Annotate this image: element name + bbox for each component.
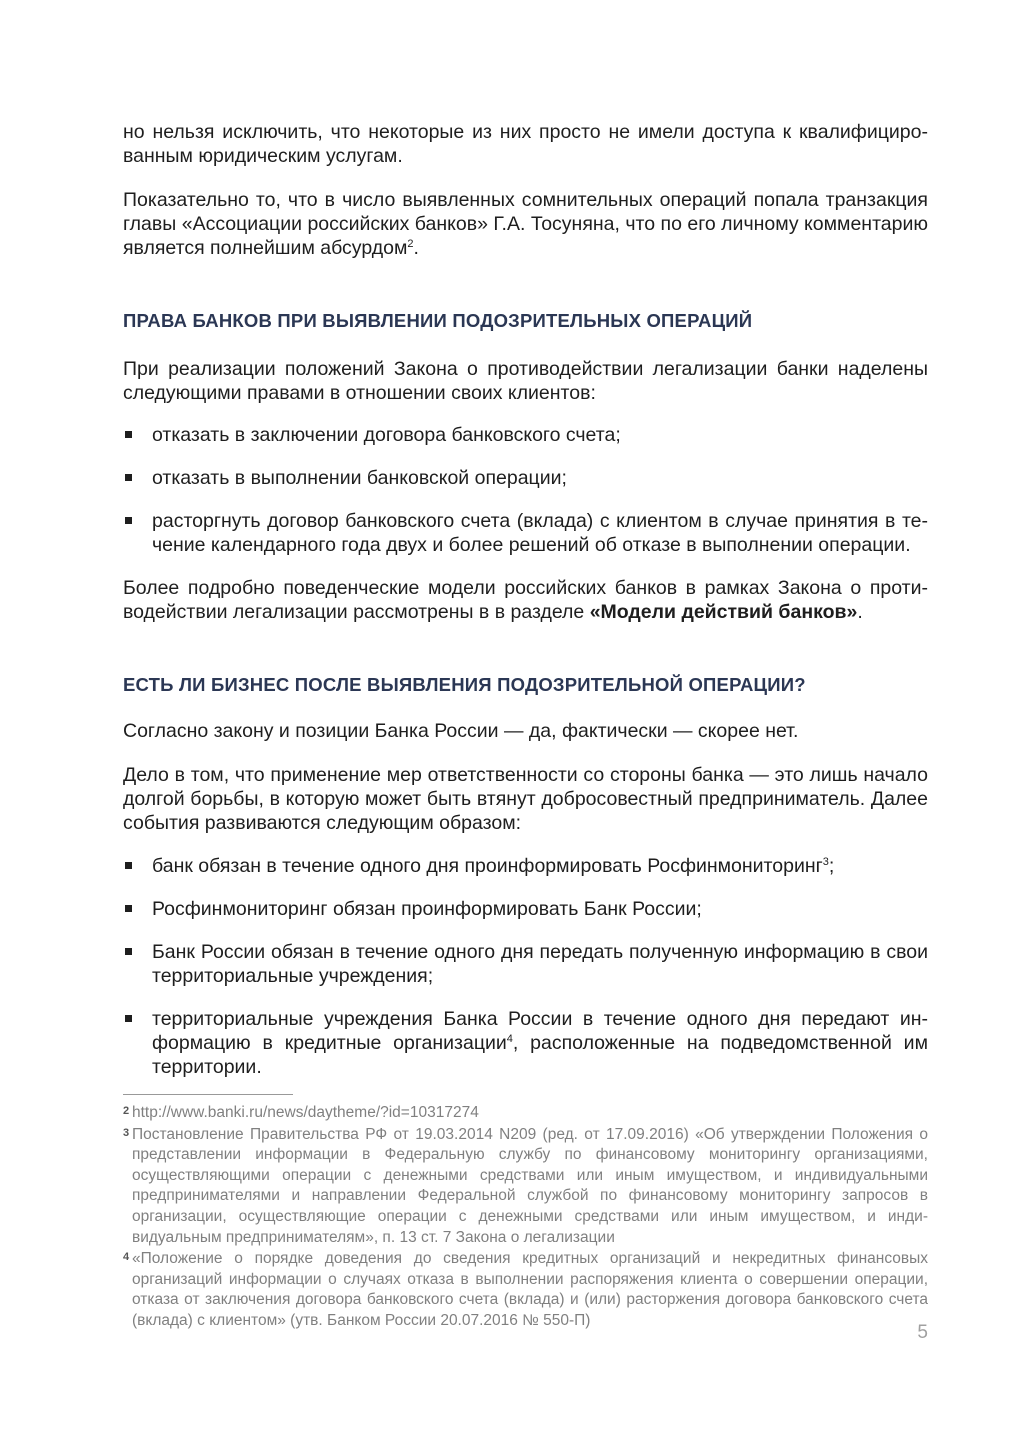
list-item-text: расторгнуть договор банковского счета (вклада) с клиентом в случае принятия в те-чение календарного года двух и более решений об отказе в выполнении операции. xyxy=(152,510,928,556)
footnote-2 xyxy=(123,1103,928,1124)
footnote-text: Постановление Правительства РФ от 19.03.2014 N209 (ред. от 17.09.2016) «Об утверждении Положения о представлении информации в Федеральную службу по финансовому мониторингу организациями, осуществляющими операции с денежными средствами или иным имуществом, и индивидуальными предпринимателями и направлении Федеральной службой по финансовому мониторингу запросов в организации, осуществляющие операции с денежными средствами или иным имуществом, и инди-видуальным предпринимателям», п. 13 ст. 7 Закона о легализации xyxy=(132,1125,928,1246)
section-heading-bank-rights: ПРАВА БАНКОВ ПРИ ВЫЯВЛЕНИИ ПОДОЗРИТЕЛЬНЫХ ОПЕРАЦИЙ xyxy=(123,310,753,331)
bullet-icon xyxy=(125,474,132,481)
section1-closing-text: Более подробно поведенческие модели российских банков в рамках Закона о проти-водействии легализации рассмотрены в в разделе xyxy=(123,577,928,623)
section-heading-business-after-detection: ЕСТЬ ЛИ БИЗНЕС ПОСЛЕ ВЫЯВЛЕНИЯ ПОДОЗРИТЕЛЬНОЙ ОПЕРАЦИИ? xyxy=(123,674,806,695)
section1-closing-end: . xyxy=(857,601,863,623)
list-item xyxy=(123,423,928,447)
list-item-text: территориальные учреждения Банка России в течение одного дня передают ин-формацию в кредитные организации xyxy=(152,1008,928,1054)
list-item-text: отказать в заключении договора банковского счета; xyxy=(152,424,621,446)
footnote-ref-4[interactable]: 4 xyxy=(506,1033,513,1045)
bank-rights-list xyxy=(123,423,928,557)
list-item-text: банк обязан в течение одного дня проинформировать Росфинмониторинг xyxy=(152,855,823,877)
event-sequence-list xyxy=(123,854,928,1079)
list-item xyxy=(123,1007,928,1079)
footnote-mark: 2 xyxy=(123,1105,130,1117)
bullet-icon xyxy=(125,948,132,955)
intro-paragraph-2-text: Показательно то, что в число выявленных сомнительных операций попала транзакция главы «Ассоциации российских банков» Г.А. Тосуняна, что по его личному комментарию является полнейшим абсурдом xyxy=(123,189,928,259)
footnote-ref-3[interactable]: 3 xyxy=(822,856,829,868)
footnote-ref-2[interactable]: 2 xyxy=(407,238,414,250)
list-item xyxy=(123,854,928,878)
list-item-end: , расположенные на подведомственной им территории. xyxy=(152,1032,928,1078)
list-item-text: отказать в выполнении банковской операции; xyxy=(152,467,567,489)
footnote-mark: 4 xyxy=(123,1251,130,1264)
bullet-icon xyxy=(125,431,132,438)
list-item xyxy=(123,509,928,557)
list-item xyxy=(123,466,928,490)
bullet-icon xyxy=(125,517,132,524)
section1-closing-paragraph xyxy=(123,576,928,624)
footnote-mark: 3 xyxy=(123,1126,130,1139)
intro-paragraph-2 xyxy=(123,188,928,260)
section2-paragraph-1: Согласно закону и позиции Банка России — да, фактически — скорее нет. xyxy=(123,720,799,742)
section2-paragraph-2: Дело в том, что применение мер ответственности со стороны банка — это лишь начало долгой борьбы, в которую может быть втянут добросовестный предприниматель. Далее события развиваются следующим образом: xyxy=(123,764,928,834)
intro-paragraph-2-end: . xyxy=(413,237,419,259)
footnote-text: «Положение о порядке доведения до сведения кредитных организаций и некредитных финансовых организаций информации о случаях отказа в выполнении распоряжения клиента о совершении операции, отказа от заключения договора банковского счета (вклада) и (или) расторжения договора банковского счета (вклада) с клиентом» (утв. Банком России 20.07.2016 № 550-П) xyxy=(132,1250,928,1329)
bullet-icon xyxy=(125,862,132,869)
list-item-text: Росфинмониторинг обязан проинформировать Банк России; xyxy=(152,898,702,920)
footnotes xyxy=(123,1103,928,1332)
bullet-icon xyxy=(125,1015,132,1022)
footnote-3 xyxy=(123,1125,928,1249)
section1-lead: При реализации положений Закона о противодействии легализации банки наделены следующими правами в отношении своих клиентов: xyxy=(123,358,928,404)
page-body xyxy=(123,120,928,1079)
footnote-divider xyxy=(123,1094,293,1095)
list-item xyxy=(123,940,928,988)
section-link-bank-models[interactable]: «Модели действий банков» xyxy=(589,601,858,623)
list-item-text: Банк России обязан в течение одного дня передать полученную информацию в свои территориальные учреждения; xyxy=(152,941,928,987)
bullet-icon xyxy=(125,905,132,912)
list-item-end: ; xyxy=(828,855,835,877)
page-number: 5 xyxy=(917,1322,928,1343)
footnote-4 xyxy=(123,1249,928,1331)
list-item xyxy=(123,897,928,921)
intro-paragraph-1: но нельзя исключить, что некоторые из них просто не имели доступа к квалифициро-ванным юридическим услугам. xyxy=(123,121,928,167)
footnote-link[interactable]: http://www.banki.ru/news/daytheme/?id=10317274 xyxy=(132,1104,479,1121)
